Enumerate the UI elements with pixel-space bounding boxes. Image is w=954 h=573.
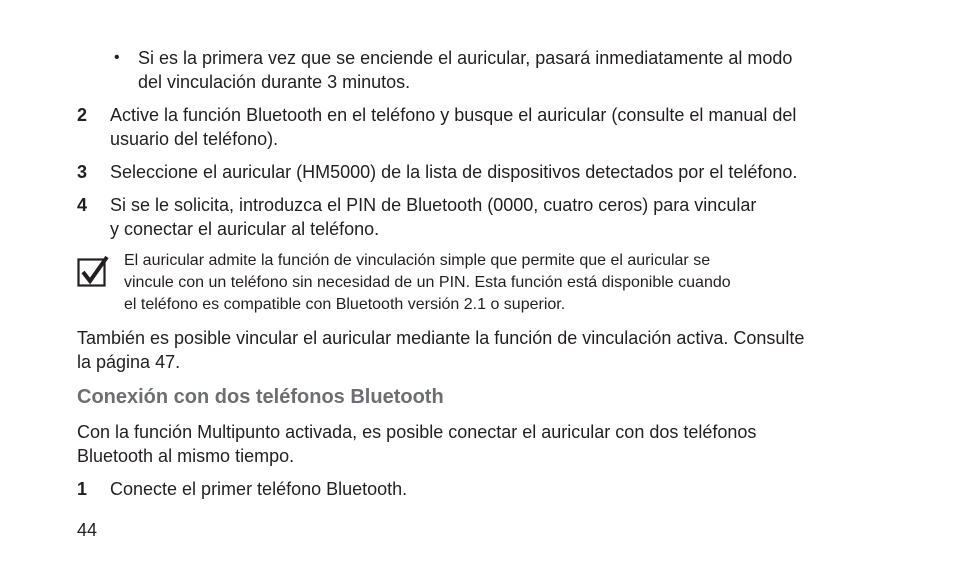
bullet-text-line-2: del vinculación durante 3 minutos. (138, 72, 411, 92)
bullet-text-line-1: Si es la primera vez que se enciende el auricular, pasará inmediatamente al modo (138, 48, 793, 68)
step-4-text-line-1: Si se le solicita, introduzca el PIN de Bluetooth (0000, cuatro ceros) para vincular (110, 195, 757, 215)
step-3-number: 3 (77, 162, 88, 182)
section-intro-line-1: Con la función Multipunto activada, es posible conectar el auricular con dos teléfonos (77, 422, 757, 442)
bullet-marker: • (114, 49, 120, 66)
page-number: 44 (77, 520, 98, 540)
paragraph-line-1: También es posible vincular el auricular mediante la función de vinculación activa. Consulte (77, 328, 805, 348)
note-text-line-3: el teléfono es compatible con Bluetooth versión 2.1 o superior. (124, 296, 566, 313)
paragraph-line-2: la página 47. (77, 352, 181, 372)
step-3-text: Seleccione el auricular (HM5000) de la lista de dispositivos detectados por el teléfono. (110, 162, 798, 182)
section-intro-line-2: Bluetooth al mismo tiempo. (77, 446, 295, 466)
section-step-1-text: Conecte el primer teléfono Bluetooth. (110, 479, 408, 499)
step-4-text-line-2: y conectar el auricular al teléfono. (110, 219, 380, 239)
step-2-number: 2 (77, 105, 88, 125)
checkbox-check-icon (77, 255, 109, 287)
note-text-line-1: El auricular admite la función de vinculación simple que permite que el auricular se (124, 252, 711, 269)
section-heading: Conexión con dos teléfonos Bluetooth (77, 386, 444, 408)
note-text-line-2: vincule con un teléfono sin necesidad de un PIN. Esta función está disponible cuando (124, 274, 731, 291)
step-2-text-line-1: Active la función Bluetooth en el teléfono y busque el auricular (consulte el manual del (110, 105, 797, 125)
step-4-number: 4 (77, 195, 88, 215)
step-2-text-line-2: usuario del teléfono). (110, 129, 279, 149)
section-step-1-number: 1 (77, 479, 88, 499)
